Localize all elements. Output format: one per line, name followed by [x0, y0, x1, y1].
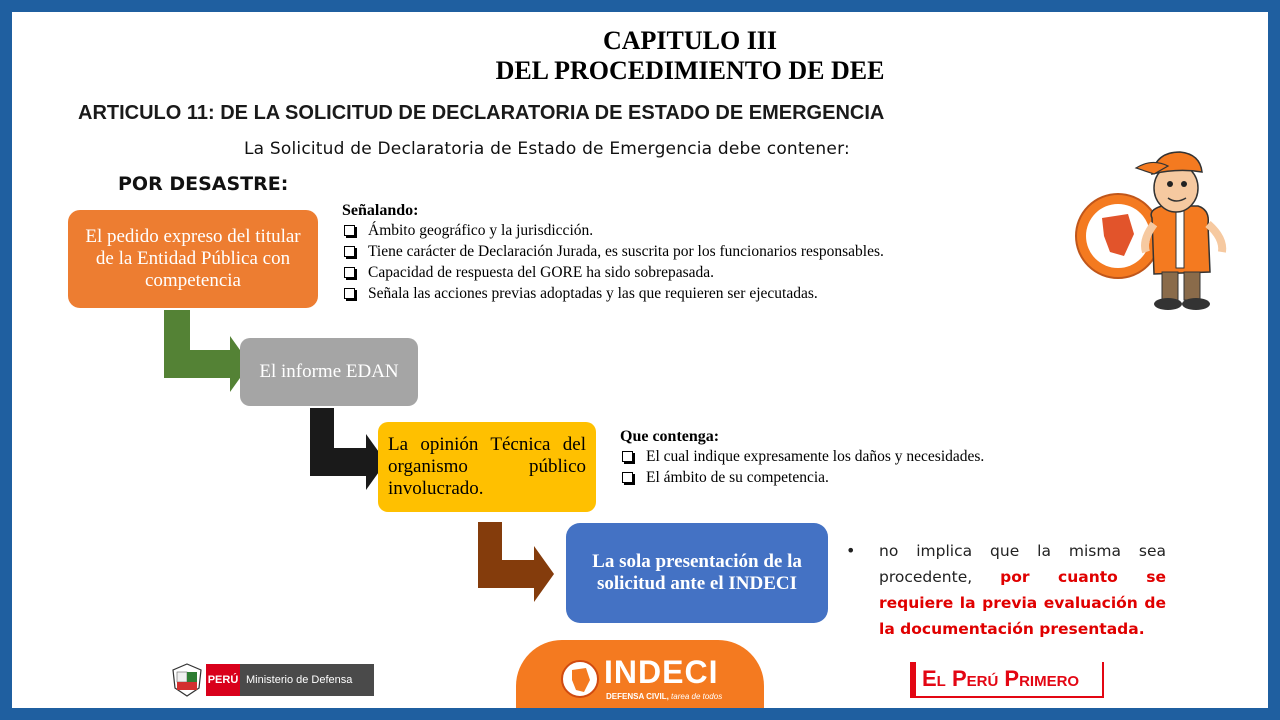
- bullet-icon: •: [846, 541, 856, 560]
- mascot-illustration-icon: [1076, 152, 1222, 310]
- contenga-list: [620, 446, 1120, 488]
- chapter-title-line2: DEL PROCEDIMIENTO DE DEE: [495, 56, 885, 85]
- note-text: [879, 538, 1166, 642]
- arrow-green: [164, 310, 250, 392]
- list-item: Tiene carácter de Declaración Jurada, es suscrita por los funcionarios responsables.: [342, 241, 1054, 262]
- list-item: El ámbito de su competencia.: [620, 467, 1120, 488]
- checkbox-bullet-icon: [344, 246, 355, 257]
- ministry-label: Ministerio de Defensa: [240, 664, 374, 696]
- list-item: Capacidad de respuesta del GORE ha sido sobrepasada.: [342, 262, 1054, 283]
- mascot-illustration: [1072, 144, 1232, 314]
- checkbox-bullet-icon: [344, 288, 355, 299]
- note-part2-red: por cuanto se requiere la previa evaluación de la documentación presentada.: [879, 568, 1166, 638]
- checkbox-bullet-icon: [344, 267, 355, 278]
- peru-label: PERÚ: [206, 664, 240, 696]
- slide: [12, 12, 1268, 708]
- step-box-pedido: El pedido expreso del titular de la Entidad Pública con competencia: [68, 210, 318, 308]
- step-box-edan: El informe EDAN: [240, 338, 418, 406]
- note-block: [846, 538, 1166, 642]
- step-box-opinion: La opinión Técnica del organismo público involucrado.: [378, 422, 596, 512]
- section-label: POR DESASTRE:: [118, 173, 289, 195]
- indeci-wordmark: INDECI: [604, 654, 719, 690]
- indeci-tagline: DEFENSA CIVIL, tarea de todos: [606, 692, 723, 701]
- indeci-emblem-icon: [560, 658, 600, 700]
- arrow-black: [310, 408, 386, 490]
- senalando-heading: Señalando:: [342, 202, 419, 219]
- checkbox-bullet-icon: [622, 472, 633, 483]
- slogan-text: El Perú Primero: [922, 666, 1080, 691]
- senalando-list: [342, 220, 1054, 304]
- note-part1: no implica que la misma sea procedente,: [879, 542, 1166, 586]
- chapter-title-line1: CAPITULO III: [602, 26, 778, 55]
- ministry-logo: [170, 660, 374, 700]
- contenga-block: [620, 428, 1120, 488]
- step-box-presentacion: La sola presentación de la solicitud ante el INDECI: [566, 523, 828, 623]
- senalando-block: [342, 202, 1054, 304]
- article-heading: ARTICULO 11: DE LA SOLICITUD DE DECLARATORIA DE ESTADO DE EMERGENCIA: [78, 102, 885, 124]
- peru-coat-of-arms-icon: [170, 662, 204, 698]
- list-item: El cual indique expresamente los daños y necesidades.: [620, 446, 1120, 467]
- indeci-logo: [516, 640, 764, 708]
- slogan-logo: [910, 662, 1104, 698]
- arrow-brown: [478, 522, 554, 602]
- list-item: Señala las acciones previas adoptadas y las que requieren ser ejecutadas.: [342, 283, 1054, 304]
- slogan-bar: [910, 662, 916, 696]
- contenga-heading: Que contenga:: [620, 428, 720, 445]
- checkbox-bullet-icon: [622, 451, 633, 462]
- list-item: Ámbito geográfico y la jurisdicción.: [342, 220, 1054, 241]
- intro-text: La Solicitud de Declaratoria de Estado de Emergencia debe contener:: [244, 139, 850, 159]
- checkbox-bullet-icon: [344, 225, 355, 236]
